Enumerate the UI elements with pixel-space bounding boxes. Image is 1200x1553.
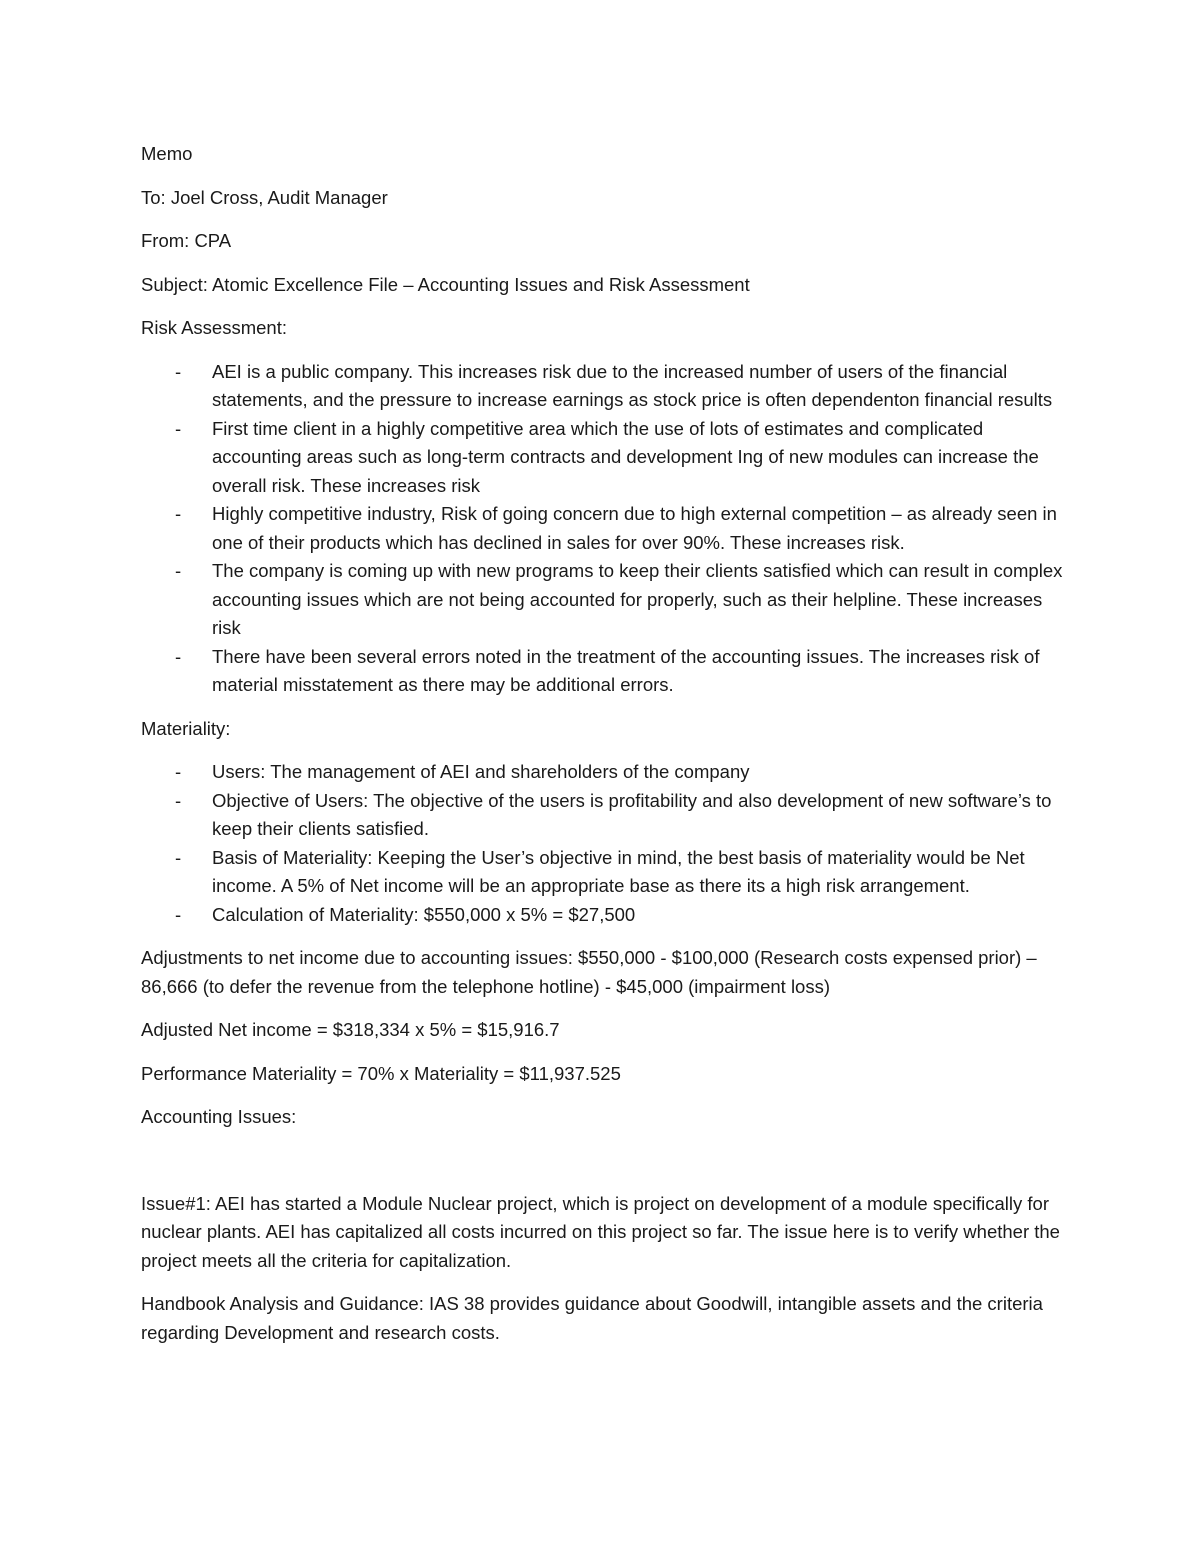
risk-assessment-list [141, 358, 1066, 700]
memo-from-line: From: CPA [141, 230, 232, 251]
memo-body [141, 140, 1066, 1362]
bullet-dash: - [175, 503, 182, 524]
list-item [141, 758, 1066, 787]
bullet-dash: - [175, 360, 182, 382]
list-item-text: Basis of Materiality: Keeping the User’s objective in mind, the best basis of materiality would be Net income. A 5% of Net income will be an appropriate base as there its a high risk arrangement. [212, 846, 1025, 896]
performance-materiality: Performance Materiality = 70% x Materiality = $11,937.525 [141, 1062, 621, 1084]
list-item [141, 643, 1066, 700]
adjusted-net-income: Adjusted Net income = $318,334 x 5% = $15,916.7 [141, 1019, 560, 1040]
bullet-dash: - [175, 417, 182, 439]
list-item [141, 500, 1066, 557]
bullet-dash: - [175, 645, 182, 667]
list-item-text: AEI is a public company. This increases risk due to the increased number of users of the financial statements, and the pressure to increase earnings as stock price is often dependenton financial results [212, 360, 1053, 410]
memo-to-line: To: Joel Cross, Audit Manager [141, 186, 388, 208]
bullet-dash: - [175, 789, 182, 811]
memo-subject-line: Subject: Atomic Excellence File – Accounting Issues and Risk Assessment [141, 273, 750, 295]
risk-assessment-heading: Risk Assessment: [141, 317, 287, 338]
materiality-list [141, 758, 1066, 929]
issue-1-paragraph: Issue#1: AEI has started a Module Nuclear project, which is project on development of a module specifically for nuclear plants. AEI has capitalized all costs incurred on this project so far. The issue here is to verify whether the project meets all the criteria for capitalization. [141, 1192, 1060, 1271]
list-item [141, 787, 1066, 844]
blank-line [141, 1147, 1066, 1190]
list-item-text: Highly competitive industry, Risk of going concern due to high external competition – as already seen in one of their products which has declined in sales for over 90%. These increases risk. [212, 503, 1057, 553]
list-item-text: The company is coming up with new programs to keep their clients satisfied which can result in complex accounting issues which are not being accounted for properly, such as their helpline. These increases risk [212, 560, 1063, 638]
list-item [141, 557, 1066, 643]
list-item [141, 415, 1066, 501]
list-item-text: Objective of Users: The objective of the users is profitability and also development of new software’s to keep their clients satisfied. [212, 789, 1052, 839]
bullet-dash: - [175, 560, 182, 581]
list-item [141, 358, 1066, 415]
list-item-text: There have been several errors noted in the treatment of the accounting issues. The increases risk of material misstatement as there may be additional errors. [212, 645, 1040, 695]
bullet-dash: - [175, 761, 182, 782]
list-item-text: Calculation of Materiality: $550,000 x 5% = $27,500 [212, 903, 636, 925]
materiality-heading: Materiality: [141, 717, 231, 739]
memo-heading: Memo [141, 143, 193, 164]
list-item-text: Users: The management of AEI and shareholders of the company [212, 761, 750, 782]
list-item [141, 901, 1066, 930]
list-item [141, 844, 1066, 901]
bullet-dash: - [175, 846, 182, 868]
adjustments-paragraph: Adjustments to net income due to accounting issues: $550,000 - $100,000 (Research costs expensed prior) – 86,666 (to defer the revenue from the telephone hotline) - $45,000 (impairment loss) [141, 947, 1037, 997]
handbook-analysis-paragraph: Handbook Analysis and Guidance: IAS 38 provides guidance about Goodwill, intangible assets and the criteria regarding Development and research costs. [141, 1293, 1043, 1343]
bullet-dash: - [175, 903, 182, 925]
list-item-text: First time client in a highly competitive area which the use of lots of estimates and complicated accounting areas such as long-term contracts and development Ing of new modules can increase the overall risk. These increases risk [212, 417, 1039, 496]
accounting-issues-heading: Accounting Issues: [141, 1106, 297, 1127]
